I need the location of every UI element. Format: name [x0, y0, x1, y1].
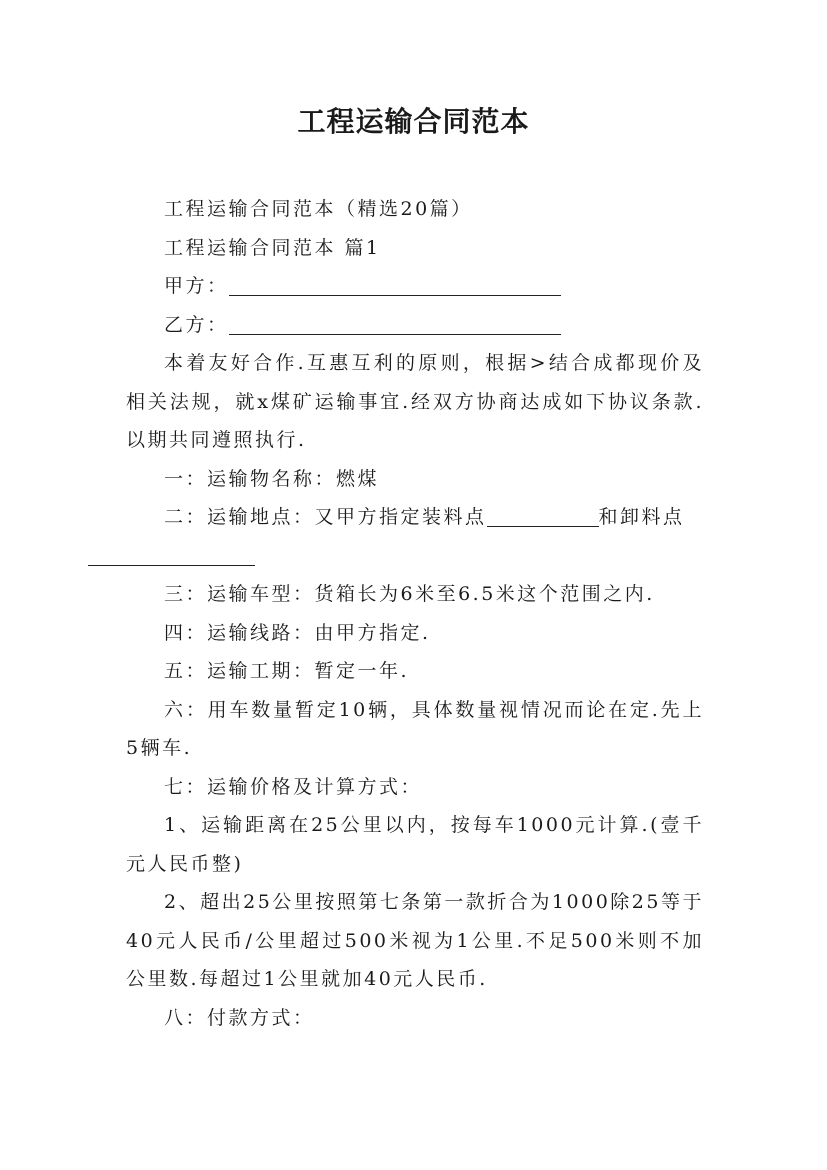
party-a-line [126, 267, 704, 306]
loading-point-blank [487, 506, 599, 527]
paragraph-section-heading: 工程运输合同范本 篇1 [164, 236, 381, 259]
document-body [126, 190, 704, 1037]
clause-2 [126, 498, 704, 575]
party-b-label: 乙方： [164, 313, 229, 336]
unloading-point-blank [88, 545, 255, 566]
clause-7-item-2: 2、超出25公里按照第七条第一款折合为1000除25等于40元人民币/公里超过500米视为1公里.不足500米则不加公里数.每超过1公里就加40元人民币. [126, 891, 704, 990]
clause-7-item-1: 1、运输距离在25公里以内，按每车1000元计算.(壹千元人民币整) [126, 814, 704, 875]
clause-3: 三：运输车型：货箱长为6米至6.5米这个范围之内. [164, 583, 655, 605]
clause-5: 五：运输工期：暂定一年. [164, 660, 410, 682]
clause-1: 一：运输物名称：燃煤 [164, 467, 380, 490]
party-b-line [126, 306, 704, 345]
party-b-blank [229, 314, 561, 335]
clause-4: 四：运输线路：由甲方指定. [164, 621, 431, 644]
paragraph-subtitle: 工程运输合同范本（精选20篇） [164, 198, 473, 220]
clause-7: 七：运输价格及计算方式： [164, 775, 423, 798]
clause-2-part-a: 二：运输地点：又甲方指定装料点 [164, 506, 487, 528]
clause-8: 八：付款方式： [164, 1006, 315, 1029]
clause-2-part-b: 和卸料点 [598, 506, 685, 528]
party-a-label: 甲方： [164, 275, 229, 297]
party-a-blank [229, 275, 561, 296]
paragraph-preamble: 本着友好合作.互惠互利的原则，根据>结合成都现价及相关法规，就x煤矿运输事宜.经双方协商达成如下协议条款.以期共同遵照执行. [126, 352, 704, 451]
clause-6: 六：用车数量暂定10辆，具体数量视情况而论在定.先上5辆车. [126, 698, 704, 759]
document-title: 工程运输合同范本 [297, 105, 530, 138]
